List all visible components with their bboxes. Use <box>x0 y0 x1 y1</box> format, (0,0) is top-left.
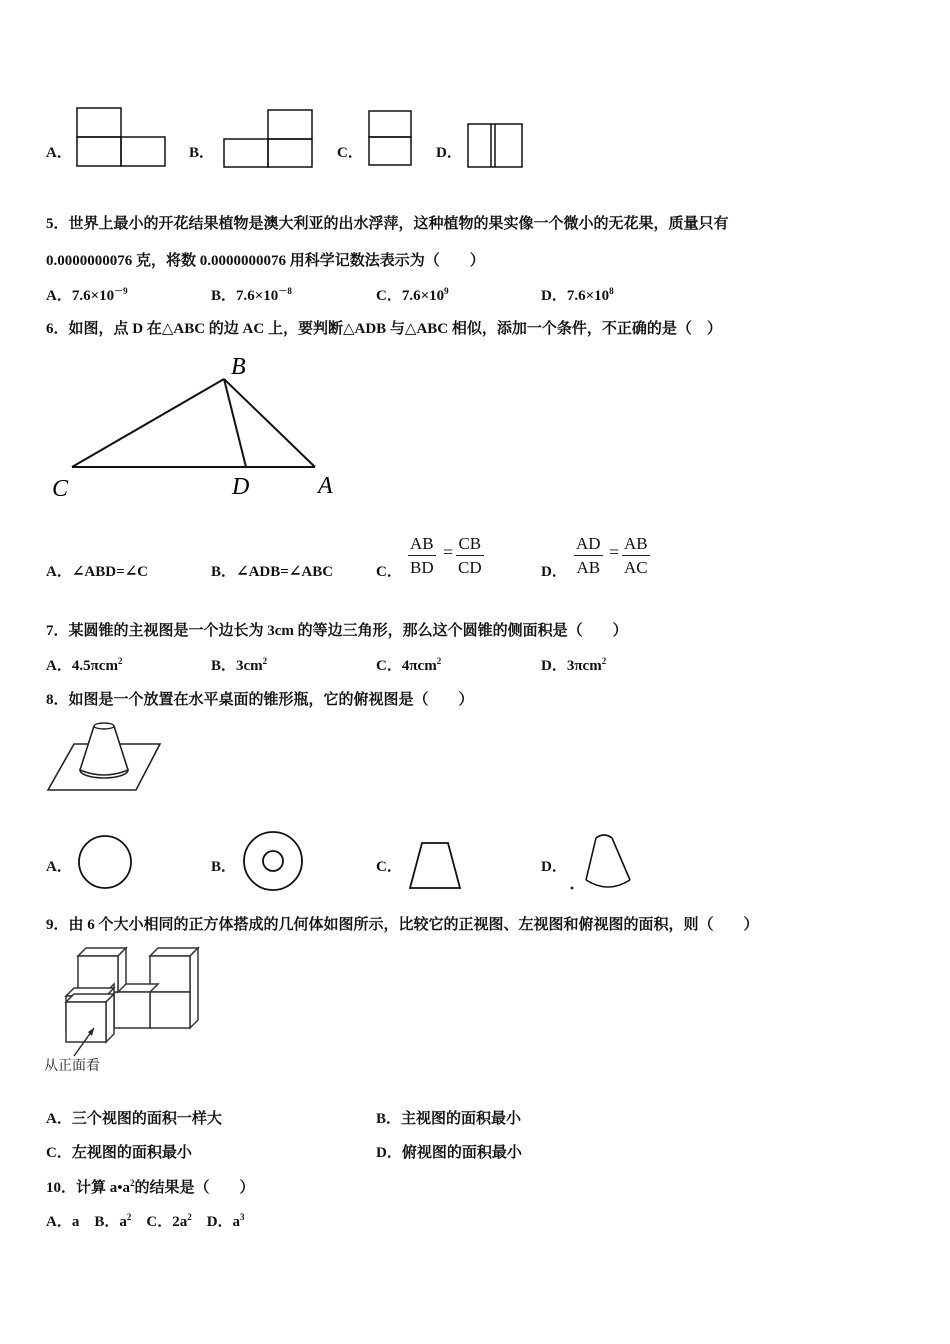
q5-stem-line1: 5．世界上最小的开花结果植物是澳大利亚的出水浮萍，这种植物的果实像一个微小的无花果，质量只有 <box>46 216 729 232</box>
q6-option-c-equals: = <box>443 542 454 562</box>
q8-option-d-label: D． <box>541 859 567 875</box>
q4-option-c-label: C． <box>337 145 363 161</box>
q10-option-b-exponent: 2 <box>126 1212 132 1222</box>
q7-option-d-text: D．3πcm <box>541 658 602 674</box>
q7-option-b-exponent: 2 <box>262 656 268 666</box>
q5-option-d-text: D．7.6×10 <box>541 288 610 304</box>
q6-label-a: A <box>318 473 333 499</box>
q6-label-d: D <box>232 474 250 500</box>
q6-option-c-fraction-1 <box>408 533 436 580</box>
q10-option-c-text: C．2a <box>146 1214 188 1230</box>
q6-triangle-figure <box>0 0 950 520</box>
q9-option-c: C．左视图的面积最小 <box>46 1145 192 1161</box>
q10-stem-text: 10．计算 a•a <box>46 1180 131 1196</box>
q7-option-c <box>376 654 441 675</box>
q7-option-b-text: B．3cm <box>211 658 263 674</box>
q7-option-b <box>211 654 267 675</box>
q6-option-d-fraction-1 <box>574 533 603 580</box>
q8-option-c-trapezoid <box>406 840 464 892</box>
q8-option-b-concentric-circles <box>242 830 306 894</box>
q6-option-c-frac1-numerator: AB <box>408 533 436 556</box>
q6-option-d-equals: = <box>609 542 620 562</box>
q8-option-c-label: C． <box>376 859 402 875</box>
q8-option-d-cone <box>570 830 640 892</box>
q6-label-c: C <box>52 476 69 502</box>
q6-option-c-fraction-2 <box>456 533 484 580</box>
q9-option-d: D．俯视图的面积最小 <box>376 1145 522 1161</box>
q7-option-c-exponent: 2 <box>436 656 442 666</box>
q5-option-d-exponent: 8 <box>609 286 614 296</box>
q9-option-a: A．三个视图的面积一样大 <box>46 1111 222 1127</box>
q7-option-a <box>46 654 122 675</box>
q9-option-b: B．主视图的面积最小 <box>376 1111 522 1127</box>
q10-option-a: A．a <box>46 1214 80 1230</box>
q6-option-d-frac1-denominator: AB <box>576 558 601 577</box>
q4-option-b-label: B． <box>189 145 215 161</box>
q8-option-b-label: B． <box>211 859 237 875</box>
q5-option-a-exponent: －9 <box>114 286 128 296</box>
q6-option-d-label: D． <box>541 564 567 580</box>
q10-option-c <box>146 1214 191 1230</box>
q10-stem-end: 的结果是（ ） <box>134 1180 255 1196</box>
q6-label-b: B <box>231 354 246 380</box>
q6-option-c-frac2-denominator: CD <box>458 558 482 577</box>
q8-cone-bottle-figure <box>46 718 164 798</box>
q6-option-d-frac2-numerator: AB <box>622 533 650 556</box>
q6-option-b: B．∠ADB=∠ABC <box>211 564 334 580</box>
q10-option-c-exponent: 2 <box>187 1212 192 1222</box>
q10-option-d-exponent: 3 <box>240 1212 245 1222</box>
q7-option-a-text: A．4.5πcm <box>46 658 118 674</box>
q9-stem: 9．由 6 个大小相同的正方体搭成的几何体如图所示，比较它的正视图、左视图和俯视图的面积，则（ ） <box>46 917 759 933</box>
q6-option-d-fraction-2 <box>622 533 650 580</box>
q10-option-d-text: D．a <box>206 1214 241 1230</box>
q7-option-a-exponent: 2 <box>117 656 123 666</box>
q6-option-d-frac1-numerator: AD <box>574 533 603 556</box>
q7-option-d-exponent: 2 <box>601 656 607 666</box>
q6-option-c-frac2-numerator: CB <box>456 533 484 556</box>
q7-option-d <box>541 654 606 675</box>
q8-option-a-label: A． <box>46 859 72 875</box>
q6-stem: 6．如图，点 D 在△ABC 的边 AC 上，要判断△ADB 与△ABC 相似，添加一个条件，不正确的是（ ） <box>46 321 722 337</box>
q5-option-c-text: C．7.6×10 <box>376 288 445 304</box>
q10-stem <box>46 1176 255 1197</box>
q5-option-b-exponent: －8 <box>278 286 292 296</box>
q10-options <box>46 1210 245 1231</box>
q6-option-c-label: C． <box>376 564 402 580</box>
q6-option-c-frac1-denominator: BD <box>410 558 434 577</box>
q5-option-b-text: B．7.6×10 <box>211 288 279 304</box>
q5-option-c-exponent: 9 <box>444 286 449 296</box>
q7-option-c-text: C．4πcm <box>376 658 437 674</box>
q5-stem-line2: 0.0000000076 克，将数 0.0000000076 用科学记数法表示为（ ） <box>46 253 485 269</box>
q6-option-d-frac2-denominator: AC <box>624 558 648 577</box>
q10-option-d <box>207 1214 245 1230</box>
q6-option-a: A．∠ABD=∠C <box>46 564 149 580</box>
q8-option-a-circle <box>75 832 135 892</box>
q4-option-d-label: D． <box>436 145 462 161</box>
q10-stem-exponent: 2 <box>130 1178 135 1188</box>
q9-figure-caption: 从正面看 <box>44 1058 100 1074</box>
q8-stem: 8．如图是一个放置在水平桌面的锥形瓶，它的俯视图是（ ） <box>46 692 474 708</box>
q10-option-b <box>94 1214 131 1230</box>
q5-option-a-text: A．7.6×10 <box>46 288 115 304</box>
q10-option-b-text: B．a <box>94 1214 127 1230</box>
q4-option-a-label: A． <box>46 145 72 161</box>
q7-stem: 7．某圆锥的主视图是一个边长为 3cm 的等边三角形，那么这个圆锥的侧面积是（ ） <box>46 623 628 639</box>
